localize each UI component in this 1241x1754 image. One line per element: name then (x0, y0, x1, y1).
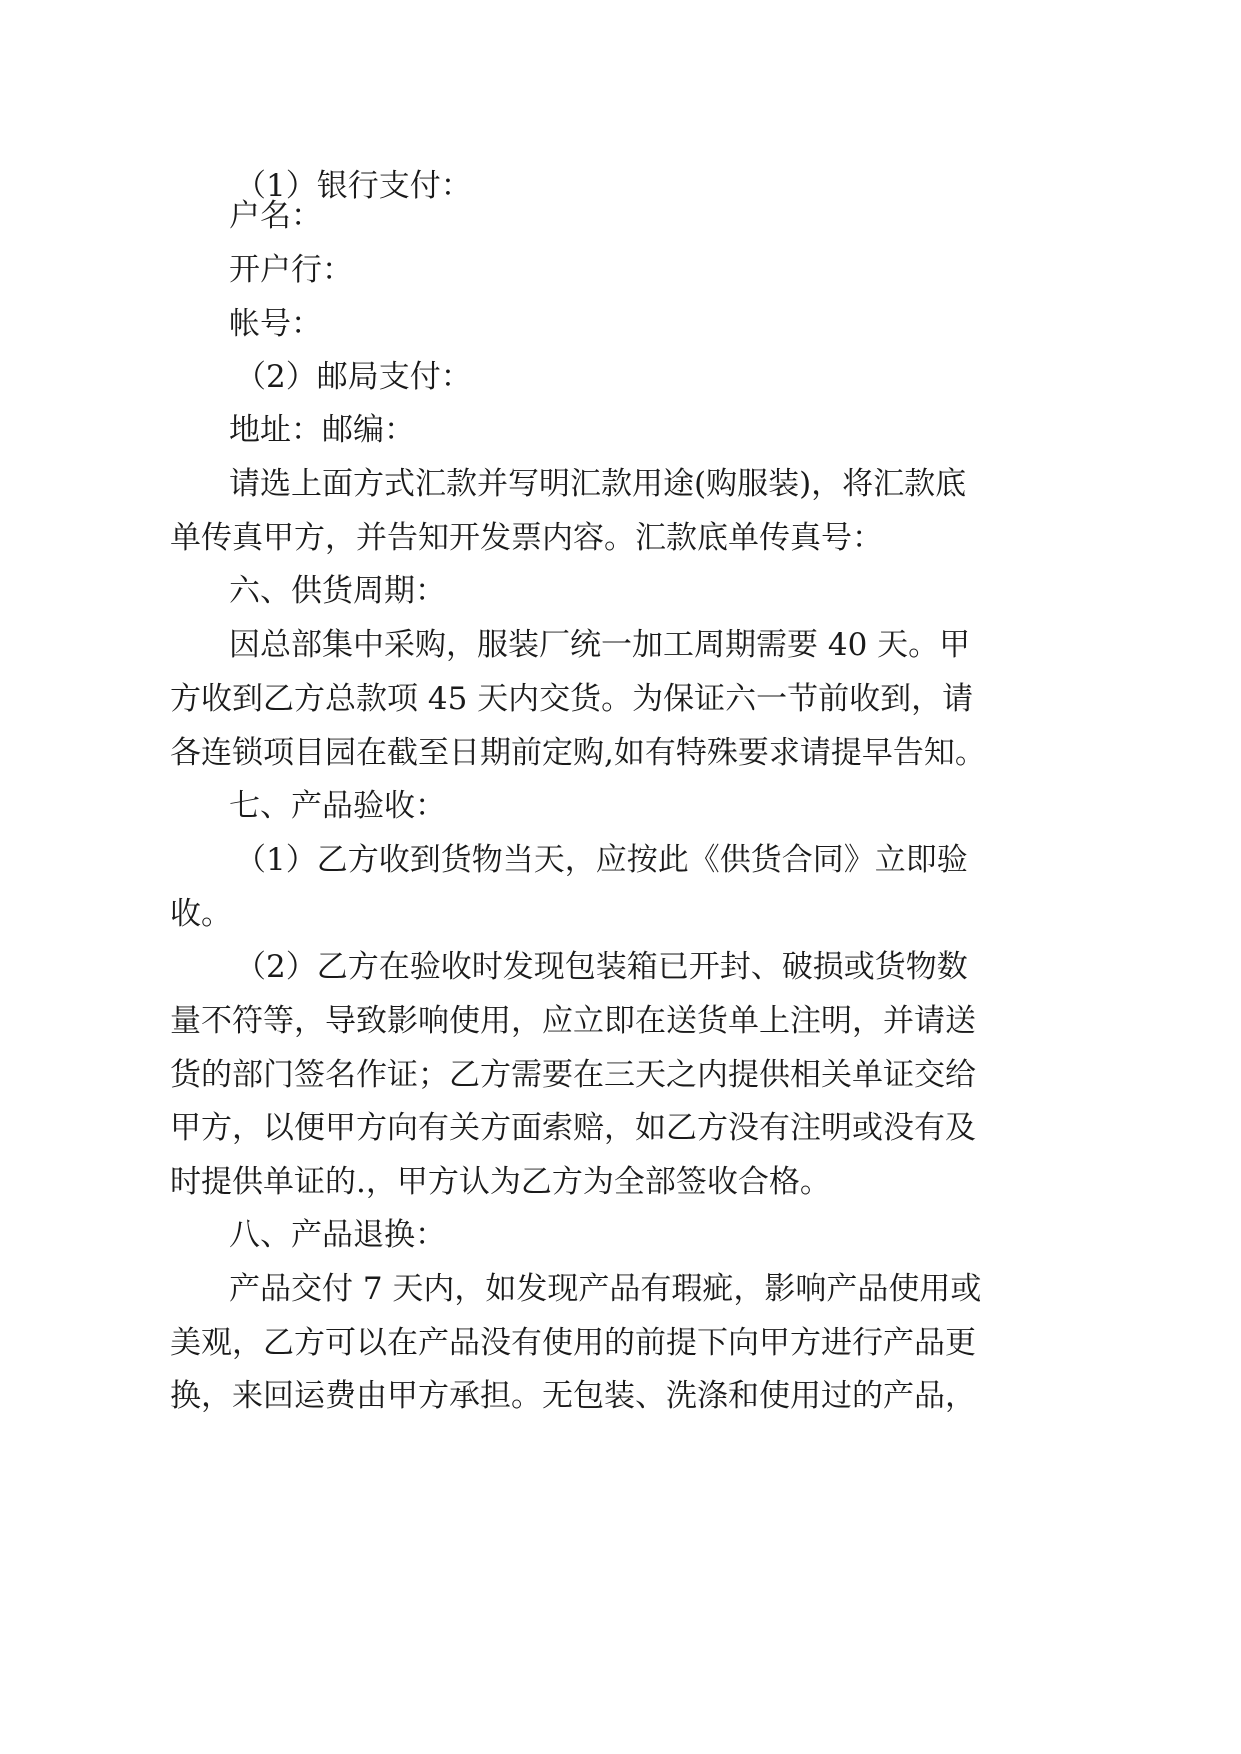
return-exchange-line-2: 美观，乙方可以在产品没有使用的前提下向甲方进行产品更 (170, 1325, 976, 1361)
supply-cycle-line-3: 各连锁项目园在截至日期前定购,如有特殊要求请提早告知。 (170, 735, 986, 771)
acceptance-item-2-line-5: 时提供单证的.，甲方认为乙方为全部签收合格。 (170, 1164, 831, 1200)
acceptance-item-2-line-3: 货的部门签名作证；乙方需要在三天之内提供相关单证交给 (170, 1057, 976, 1093)
section-eight-heading: 八、产品退换： (229, 1217, 446, 1253)
remittance-paragraph-line-1: 请选上面方式汇款并写明汇款用途(购服装)，将汇款底 (229, 466, 967, 502)
acceptance-item-1-line-2: 收。 (170, 896, 232, 932)
acceptance-item-2-line-2: 量不符等，导致影响使用，应立即在送货单上注明，并请送 (170, 1003, 976, 1039)
section-seven-heading: 七、产品验收： (229, 788, 446, 824)
return-exchange-line-3: 换，来回运费由甲方承担。无包装、洗涤和使用过的产品， (170, 1378, 976, 1414)
acceptance-item-2-line-4: 甲方，以便甲方向有关方面索赔，如乙方没有注明或没有及 (170, 1110, 976, 1146)
supply-cycle-line-2: 方收到乙方总款项 45 天内交货。为保证六一节前收到，请 (170, 681, 974, 717)
remittance-paragraph-line-2: 单传真甲方，并告知开发票内容。汇款底单传真号： (170, 520, 883, 556)
account-name-label: 户名： (229, 198, 322, 234)
acceptance-item-2-line-1: （2）乙方在验收时发现包装箱已开封、破损或货物数 (235, 949, 968, 985)
address-postcode-label: 地址：邮编： (229, 412, 415, 448)
account-number-label: 帐号： (229, 306, 322, 342)
post-payment-heading: （2）邮局支付： (235, 359, 472, 395)
bank-branch-label: 开户行： (229, 252, 353, 288)
return-exchange-line-1: 产品交付 7 天内，如发现产品有瑕疵，影响产品使用或 (229, 1271, 982, 1307)
bank-payment-heading: （1）银行支付： (235, 168, 472, 204)
acceptance-item-1-line-1: （1）乙方收到货物当天，应按此《供货合同》立即验 (235, 842, 968, 878)
section-six-heading: 六、供货周期： (229, 573, 446, 609)
supply-cycle-line-1: 因总部集中采购，服装厂统一加工周期需要 40 天。甲 (229, 627, 971, 663)
